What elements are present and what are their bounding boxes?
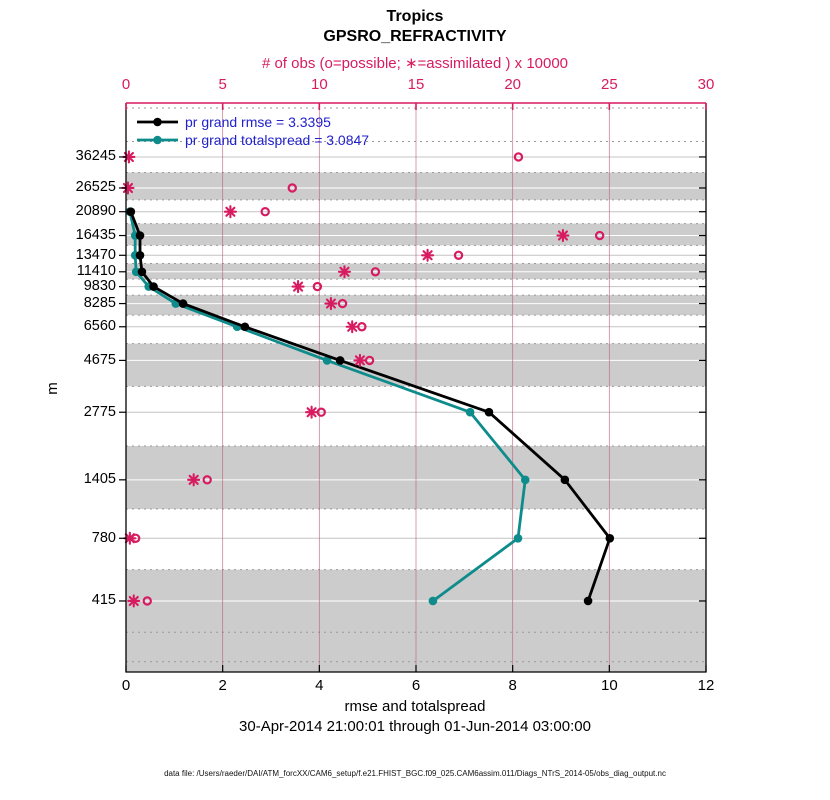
top-axis-label: # of obs (o=possible; ∗=assimilated ) x 10000 [261, 55, 569, 72]
rmse-point [584, 597, 593, 606]
rmse-point [136, 231, 145, 240]
rmse-point [606, 534, 615, 543]
legend-rmse-label: pr grand rmse = 3.3395 [185, 114, 331, 130]
y-tick-label: 20890 [75, 203, 116, 220]
y-tick-label: 26525 [75, 179, 116, 196]
x-tick-label: 4 [315, 677, 324, 694]
y-tick-label: 2775 [83, 403, 116, 420]
rmse-point [138, 267, 147, 276]
totalspread-point [466, 408, 475, 417]
x-tick-label: 8 [508, 677, 517, 694]
rmse-point [241, 322, 250, 331]
data-file-path: data file: /Users/raeder/DAI/ATM_forcXX/CAM6_setup/f.e21.FHIST_BGC.f09_025.CAM6assim.011/Diags_NTrS_2014-05/obs_diag_output.nc [164, 769, 666, 778]
y-tick-label: 11410 [76, 263, 116, 280]
y-tick-label: 6560 [83, 318, 116, 335]
rmse-point [136, 251, 145, 260]
rmse-point [149, 282, 158, 291]
y-tick-label: 16435 [75, 227, 116, 244]
x-axis-label: rmse and totalspread [344, 698, 486, 715]
y-tick-label: 36245 [75, 148, 116, 165]
legend-totalspread-line-marker [153, 136, 162, 145]
top-tick-label: 10 [310, 76, 328, 93]
x-tick-label: 2 [218, 677, 227, 694]
top-tick-label: 5 [218, 76, 227, 93]
top-tick-label: 30 [697, 76, 715, 93]
y-tick-label: 415 [91, 592, 116, 609]
x-tick-label: 12 [697, 677, 715, 694]
rmse-point [127, 207, 136, 216]
y-axis-label: m [43, 382, 61, 395]
totalspread-point [521, 476, 530, 485]
rmse-point [336, 356, 345, 365]
top-tick-label: 15 [407, 76, 425, 93]
x-tick-label: 6 [411, 677, 421, 694]
y-tick-label: 8285 [83, 295, 116, 312]
x-tick-label: 0 [121, 677, 131, 694]
legend-totalspread-label: pr grand totalspread = 3.0847 [185, 132, 370, 148]
rmse-point [485, 408, 494, 417]
y-tick-label: 13470 [75, 246, 116, 263]
top-tick-label: 0 [121, 76, 131, 93]
totalspread-point [429, 597, 438, 606]
y-tick-label: 780 [91, 529, 116, 546]
chart-title-variable: GPSRO_REFRACTIVITY [323, 28, 507, 45]
top-tick-label: 25 [600, 76, 618, 93]
legend-rmse-line-marker [153, 118, 162, 127]
top-tick-label: 20 [504, 76, 521, 93]
chart-title-region: Tropics [386, 8, 444, 25]
rmse-point [179, 299, 188, 308]
x-tick-label: 10 [600, 677, 618, 694]
totalspread-point [514, 534, 523, 543]
y-tick-label: 1405 [83, 471, 116, 488]
y-tick-label: 9830 [83, 278, 116, 295]
date-range-subtitle: 30-Apr-2014 21:00:01 through 01-Jun-2014 03:00:00 [239, 718, 591, 735]
y-tick-label: 4675 [83, 351, 116, 368]
rmse-point [561, 476, 570, 485]
